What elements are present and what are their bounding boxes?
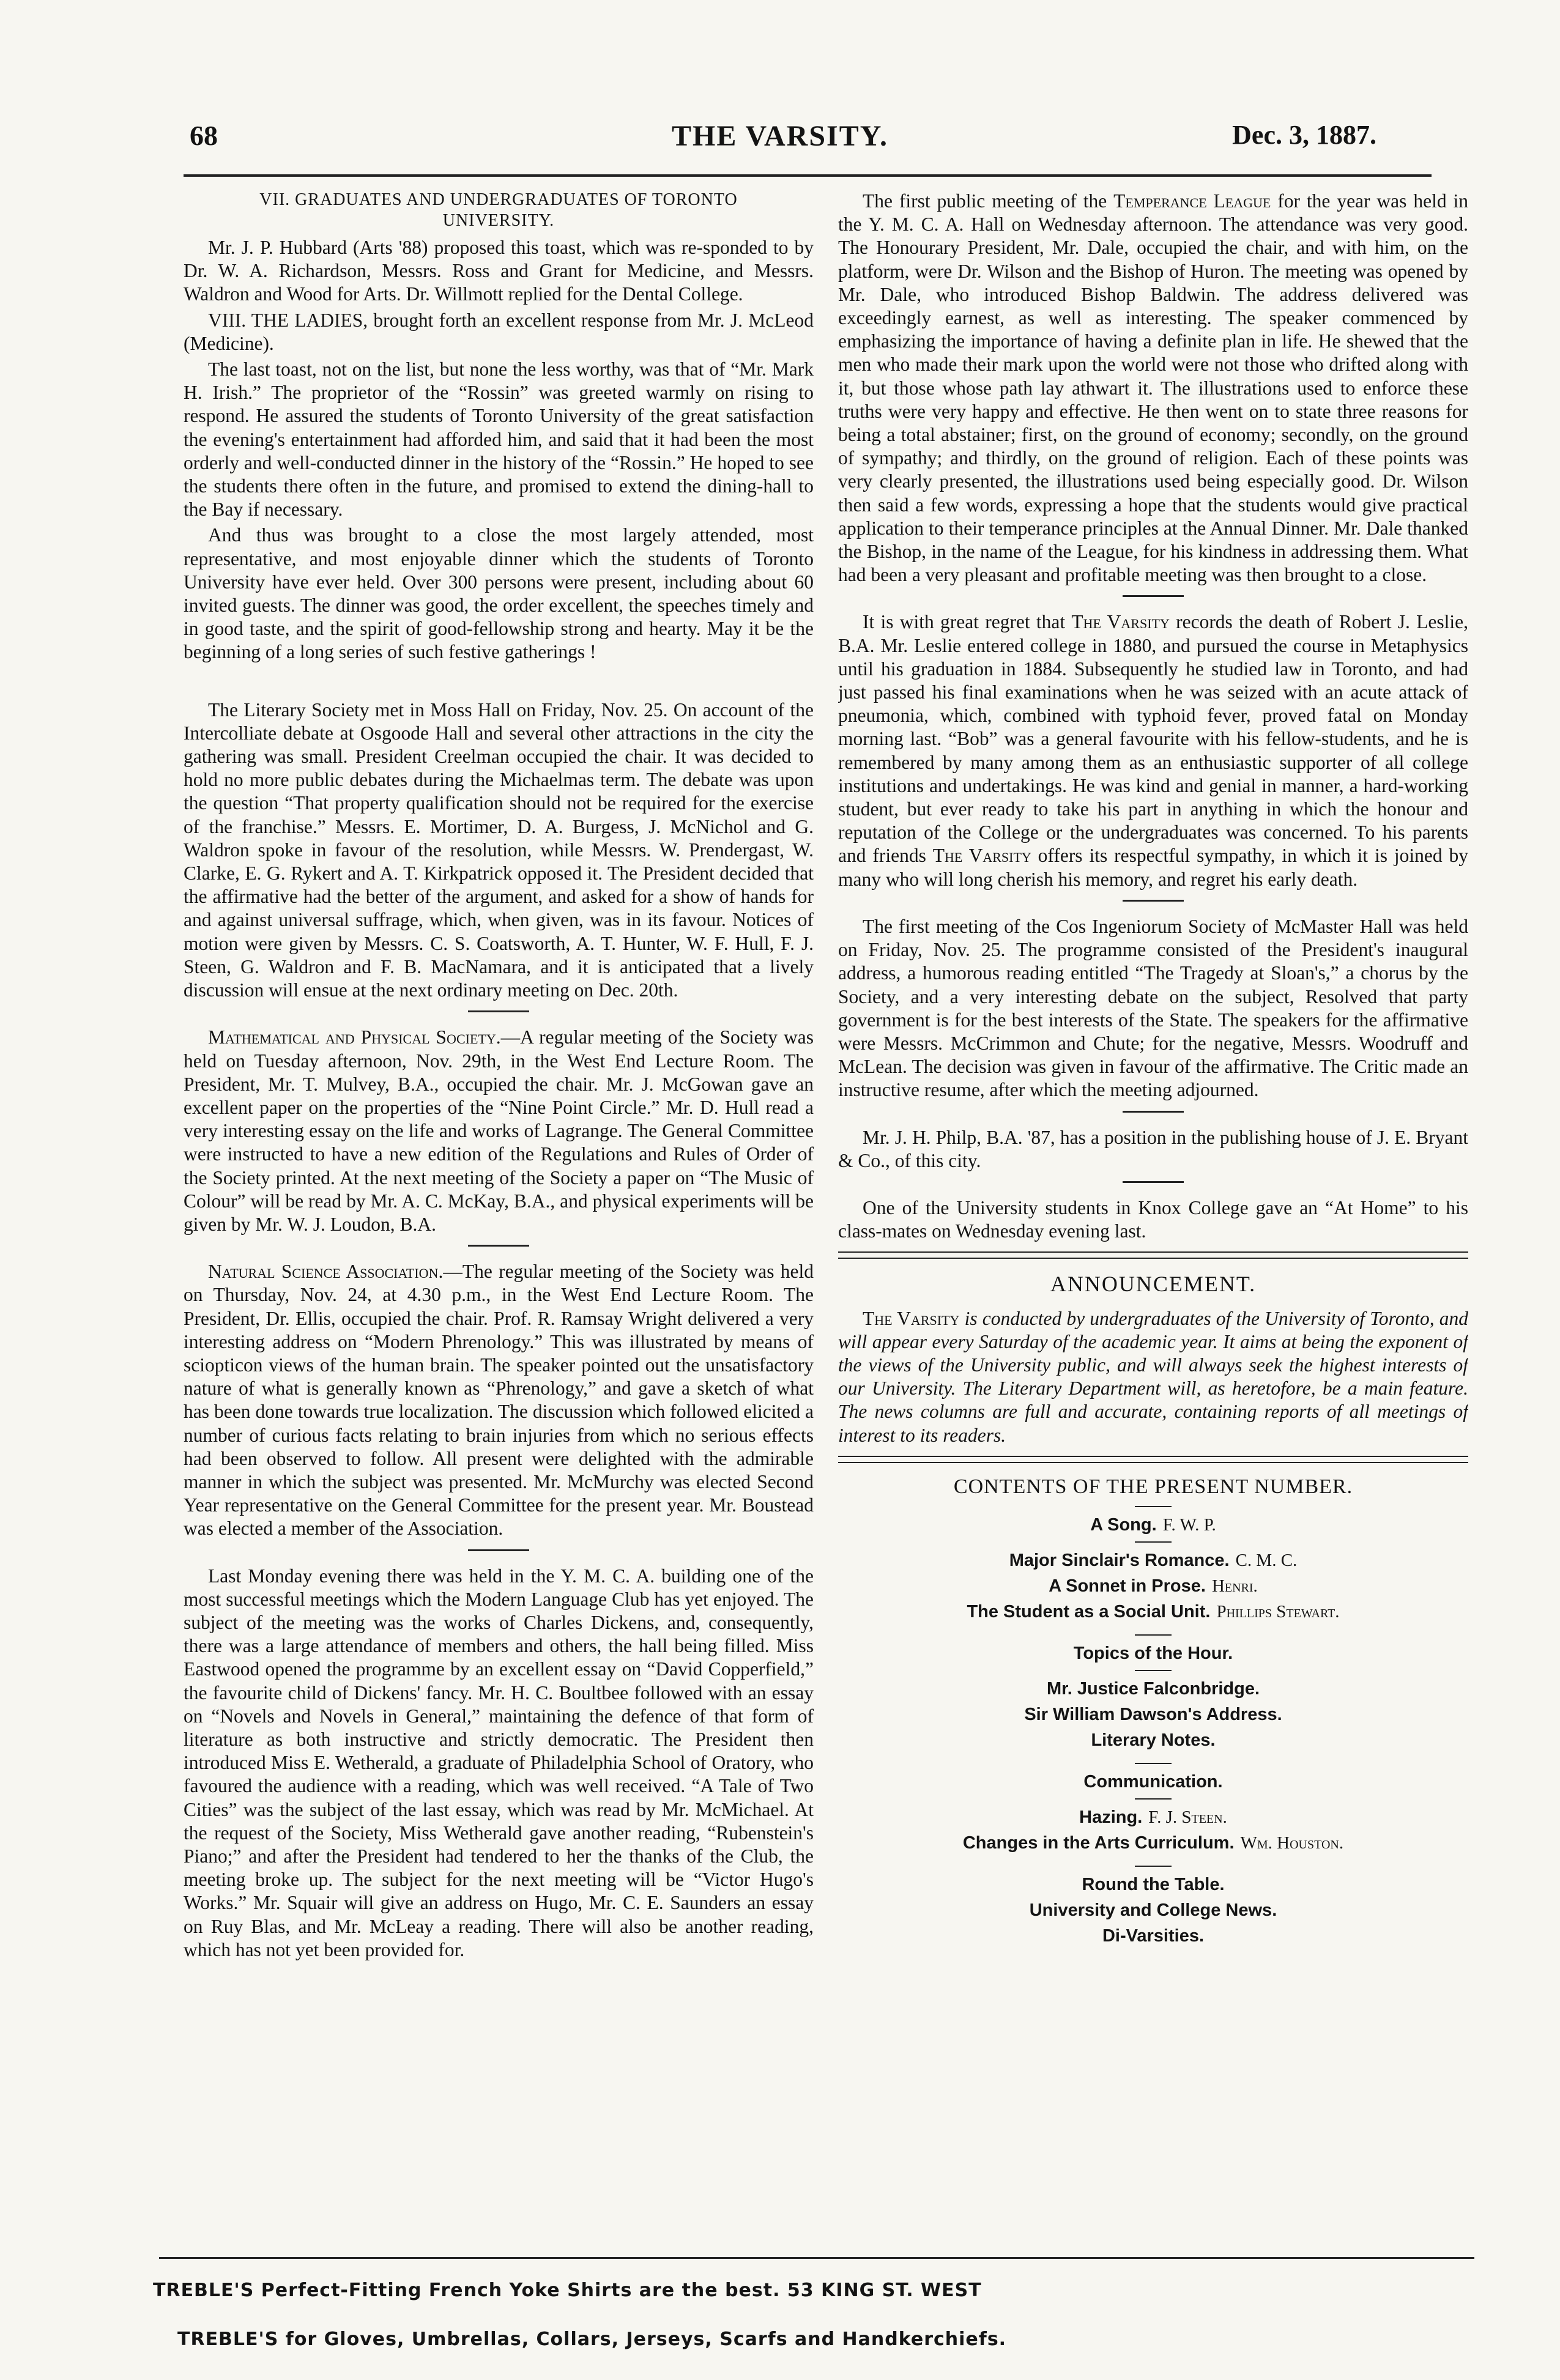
temperance-league-name: Temperance League <box>1113 190 1271 212</box>
article-paragraph: The last toast, not on the list, but none the less worthy, was that of “Mr. Mark H. Irish.” The proprietor of the “Rossin” was greeted warmly on rising to respond. He assured the students of Toronto University of the great satisfaction the evening's entertainment had afforded him, and said that it had been the most orderly and well-conducted dinner in the history of the “Rossin.” He hoped to see the students there often in the future, and promised to extend the dining-hall to the Bay if necessary. <box>184 358 814 521</box>
contents-item-title: Hazing. <box>1079 1807 1143 1827</box>
contents-title: CONTENTS OF THE PRESENT NUMBER. <box>953 1475 1353 1498</box>
contents-item-title: Major Sinclair's Romance. <box>1009 1550 1230 1570</box>
temperance-paragraph <box>838 190 1468 587</box>
masthead-title: THE VARSITY. <box>672 120 888 152</box>
article-paragraph: And thus was brought to a close the most largely attended, most representative, and most enjoyable dinner which the students of Toronto University have ever held. Over 300 persons were present, including about 60 invited guests. The dinner was good, the order excellent, the speeches timely and in good taste, and the spirit of good-fellowship strong and hearty. May it be the beginning of a long series of such festive gatherings ! <box>184 524 814 663</box>
left-column <box>184 190 814 2086</box>
contents-item-author: F. J. Steen. <box>1148 1807 1227 1827</box>
obituary-end: offers its respectful sympathy, in which it is joined by many who will long cherish his memory, and regret his early death. <box>838 845 1468 890</box>
section-divider <box>1123 595 1184 597</box>
knox-paragraph: One of the University students in Knox College gave an “At Home” to his class-mates on Wednesday evening last. <box>838 1196 1468 1242</box>
section-divider <box>1123 1111 1184 1113</box>
contents-item <box>838 1830 1468 1856</box>
article-paragraph: Mr. J. P. Hubbard (Arts '88) proposed this toast, which was re-sponded to by Dr. W. A. Richardson, Messrs. Ross and Grant for Medicine, and Messrs. Waldron and Wood for Arts. Dr. Willmott replied for the Dental College. <box>184 237 814 305</box>
contents-item-title: Di-Varsities. <box>1102 1926 1205 1946</box>
section-divider <box>1123 900 1184 902</box>
announcement-title: ANNOUNCEMENT. <box>1050 1272 1257 1297</box>
math-society-paragraph <box>184 1026 814 1236</box>
natural-science-heading: Natural Science Association. <box>208 1261 444 1283</box>
section-divider <box>468 1549 529 1551</box>
section-divider <box>468 1010 529 1012</box>
short-divider <box>1135 1798 1172 1800</box>
contents-item-author: Phillips Stewart. <box>1216 1601 1340 1622</box>
contents-item <box>838 1897 1468 1923</box>
short-divider <box>1135 1763 1172 1764</box>
contents-item <box>838 1512 1468 1538</box>
header-rule <box>184 174 1432 177</box>
varsity-name: The Varsity <box>1071 611 1170 633</box>
natural-science-paragraph <box>184 1260 814 1540</box>
announcement-body: is conducted by undergraduates of the University of Toronto, and will appear every Saturday of the academic year. It aims at being the exponent of the views of the University public, and will always seek the highest interests of our University. The Literary Department will, as heretofore, be a main feature. The news columns are full and accurate, containing reports of all meetings of interest to its readers. <box>838 1307 1468 1446</box>
double-rule <box>838 1456 1468 1463</box>
contents-item-title: University and College News. <box>1029 1900 1277 1920</box>
ad-line-gloves: TREBLE'S for Gloves, Umbrellas, Collars, Jerseys, Scarfs and Handkerchiefs. <box>177 2329 1007 2350</box>
contents-list <box>838 1512 1468 1949</box>
contents-item-title: Sir William Dawson's Address. <box>1024 1704 1282 1724</box>
contents-item <box>838 1702 1468 1727</box>
contents-item-author: F. W. P. <box>1162 1514 1216 1535</box>
contents-item-author: Henri. <box>1211 1576 1258 1596</box>
contents-item-author: Wm. Houston. <box>1240 1833 1344 1853</box>
section-divider <box>468 1245 529 1247</box>
obituary-paragraph <box>838 610 1468 891</box>
contents-item-title: Mr. Justice Falconbridge. <box>1046 1678 1260 1699</box>
short-divider <box>1135 1866 1172 1867</box>
short-divider <box>1135 1506 1172 1507</box>
issue-date: Dec. 3, 1887. <box>1232 120 1376 150</box>
contents-item-title: Literary Notes. <box>1091 1730 1216 1750</box>
contents-item <box>838 1872 1468 1897</box>
contents-item <box>838 1727 1468 1753</box>
contents-item <box>838 1676 1468 1702</box>
obituary-text: records the death of Robert J. Leslie, B.A. Mr. Leslie entered college in 1880, and pursued the course in Metaphysics until his graduation in 1884. Subsequently he studied law in Toronto, and had just passed his final examinations when he was seized with an acute attack of pneumonia, which, combined with typhoid fever, proved fatal on Monday morning last. “Bob” was a general favourite with his fellow-students, and he is remembered by many among them as an enthusiastic supporter of all college institutions and undertakings. He was kind and genial in manner, a hard-working student, but ever ready to take his part in anything in which the honour and reputation of the College or the undergraduates was concerned. To his parents and friends <box>838 611 1468 867</box>
ad-rule <box>159 2257 1474 2259</box>
contents-item-title: The Student as a Social Unit. <box>967 1601 1211 1622</box>
literary-society-paragraph: The Literary Society met in Moss Hall on Friday, Nov. 25. On account of the Intercolliate debate at Osgoode Hall and several other attractions in the city the gathering was small. President Creelman occupied the chair. It was decided to hold no more public debates during the Michaelmas term. The debate was upon the question “That property qualification should not be required for the exercise of the franchise.” Messrs. E. Mortimer, D. A. Burgess, J. McNichol and G. Waldron spoke in favour of the resolution, while Messrs. W. Prendergast, W. Clarke, E. G. Rykert and A. T. Kirkpatrick opposed it. The President decided that the affirmative had the better of the argument, and asked for a show of hands for and against universal suffrage, which, when given, was in its favour. Notices of motion were given by Messrs. C. S. Coatsworth, A. T. Hunter, W. F. Hull, F. J. Steen, G. Waldron and F. B. MacNamara, and it is anticipated that a lively discussion will ensue at the next ordinary meeting on Dec. 20th. <box>184 699 814 1001</box>
contents-item <box>838 1769 1468 1795</box>
contents-item <box>838 1923 1468 1949</box>
temperance-text: for the year was held in the Y. M. C. A. Hall on Wednesday afternoon. The attendance was very good. The Honourary President, Mr. Dale, occupied the chair, and with him, on the platform, were Dr. Wilson and the Bishop of Huron. The meeting was opened by Mr. Dale, who introduced Bishop Baldwin. The address delivered was exceedingly earnest, as well as interesting. The speaker commenced by emphasizing the importance of having a definite plan in life. He shewed that the men who made their mark upon the world were not those who drifted along with it, but those whose path lay athwart it. The illustrations used to enforce these truths were very happy and effective. He then went on to state three reasons for being a total abstainer; first, on the ground of economy; secondly, on the ground of sympathy; and thirdly, on the ground of religion. Each of these points was very clearly presented, the illustrations used being especially good. Dr. Wilson then said a few words, expressing a hope that the students would give practical application to their temperance principles at the Annual Dinner. Mr. Dale thanked the Bishop, in the name of the League, for his kindness in addressing them. What had been a very pleasant and profitable meeting was then brought to a close. <box>838 190 1468 586</box>
contents-item <box>838 1573 1468 1599</box>
contents-item-title: Communication. <box>1083 1771 1223 1792</box>
contents-item-title: A Song. <box>1090 1514 1157 1535</box>
contents-item-title: Topics of the Hour. <box>1073 1643 1233 1663</box>
philp-paragraph: Mr. J. H. Philp, B.A. '87, has a position in the publishing house of J. E. Bryant & Co., of this city. <box>838 1126 1468 1171</box>
section-divider <box>1123 1181 1184 1183</box>
cos-ingeniorum-paragraph: The first meeting of the Cos Ingeniorum Society of McMaster Hall was held on Friday, Nov. 25. The programme consisted of the President's inaugural address, a humorous reading entitled “The Tragedy at Sloan's,” a chorus by the Society, and a very interesting debate on the subject, Resolved that party government is for the best interests of the State. The speakers for the affirmative were Messrs. McCrimmon and Chute; for the negative, Messrs. Woodruff and McLean. The decision was given in favour of the affirmative. The Critic made an instructive resume, after which the meeting adjourned. <box>838 915 1468 1101</box>
temperance-lead: The first public meeting of the <box>863 190 1114 212</box>
advertisement <box>153 2266 1499 2364</box>
short-divider <box>1135 1670 1172 1671</box>
math-society-text: —A regular meeting of the Society was held on Tuesday afternoon, Nov. 29th, in the West End Lecture Room. The President, Mr. T. Mulvey, B.A., occupied the chair. Mr. J. McGowan gave an excellent paper on the properties of the “Nine Point Circle.” Mr. D. Hull read a very interesting essay on the life and works of Lagrange. The General Committee were instructed to have a new edition of the Regulations and Rules of Order of the Society printed. At the next meeting of the Society a paper on “The Music of Colour” will be read by Mr. A. C. McKay, B.A., and physical experiments will be given by Mr. W. J. Loudon, B.A. <box>184 1026 814 1235</box>
contents-item <box>838 1548 1468 1573</box>
short-divider <box>1135 1634 1172 1636</box>
math-society-heading: Mathematical and Physical Society. <box>208 1026 501 1048</box>
contents-item-title: Changes in the Arts Curriculum. <box>962 1833 1235 1853</box>
natural-science-text: —The regular meeting of the Society was held on Thursday, Nov. 24, at 4.30 p.m., in the West End Lecture Room. The President, Dr. Ellis, occupied the chair. Prof. R. Ramsay Wright delivered a very interesting address on “Modern Phrenology.” This was illustrated by means of sciopticon views of the human brain. The speaker pointed out the unsatisfactory nature of what is generally known as “Phrenology,” and gave a sketch of what has been done towards true localization. The discussion which followed elicited a number of curious facts relating to brain injuries from which no serious effects had been observed to follow. All present were delighted with the admirable manner in which the subject was presented. Mr. McMurchy was elected Second Year representative on the General Committee for the present year. Mr. Boustead was elected a member of the Association. <box>184 1261 814 1540</box>
varsity-name: The Varsity <box>863 1307 960 1329</box>
section-title-graduates: VII. GRADUATES AND UNDERGRADUATES OF TORONTO UNIVERSITY. <box>259 190 738 230</box>
contents-item-title: A Sonnet in Prose. <box>1049 1576 1206 1596</box>
short-divider <box>1135 1541 1172 1543</box>
right-column <box>838 190 1468 2074</box>
article-paragraph: VIII. THE LADIES, brought forth an excellent response from Mr. J. McLeod (Medicine). <box>184 309 814 354</box>
obituary-lead: It is with great regret that <box>863 611 1072 633</box>
modern-language-paragraph: Last Monday evening there was held in the Y. M. C. A. building one of the most successful meetings which the Modern Language Club has yet enjoyed. The subject of the meeting was the works of Charles Dickens, and, consequently, there was a large attendance of members and others, the hall being filled. Miss Eastwood opened the programme by an excellent essay on “David Copperfield,” the favourite child of Dickens' fancy. Mr. H. C. Boultbee followed with an essay on “Novels and Novels in General,” maintaining the defence of that form of literature as both instructive and strictly democratic. The President then introduced Miss E. Wetherald, a graduate of Philadelphia School of Oratory, who favoured the audience with a reading, which was well received. “A Tale of Two Cities” was the subject of the last essay, which was read by Mr. McMichael. At the request of the Society, Miss Wetherald gave another reading, “Rubenstein's Piano;” and after the President had tendered to her the thanks of the Club, the meeting broke up. The subject for the next meeting will be “Victor Hugo's Works.” Mr. Squair will give an address on Hugo, Mr. C. E. Saunders an essay on Ruy Blas, and Mr. McLeay a reading. There will also be another reading, which has not yet been provided for. <box>184 1565 814 1960</box>
page-header <box>184 119 1376 162</box>
contents-item-author: C. M. C. <box>1235 1550 1298 1570</box>
contents-item <box>838 1599 1468 1625</box>
double-rule <box>838 1251 1468 1259</box>
varsity-name: The Varsity <box>932 845 1031 867</box>
contents-item-title: Round the Table. <box>1082 1874 1225 1894</box>
announcement-text <box>838 1307 1468 1447</box>
contents-item <box>838 1640 1468 1666</box>
page-number: 68 <box>190 120 218 151</box>
contents-item <box>838 1804 1468 1830</box>
ad-line-shirts: TREBLE'S Perfect-Fitting French Yoke Shirts are the best. 53 KING ST. WEST <box>153 2280 982 2301</box>
